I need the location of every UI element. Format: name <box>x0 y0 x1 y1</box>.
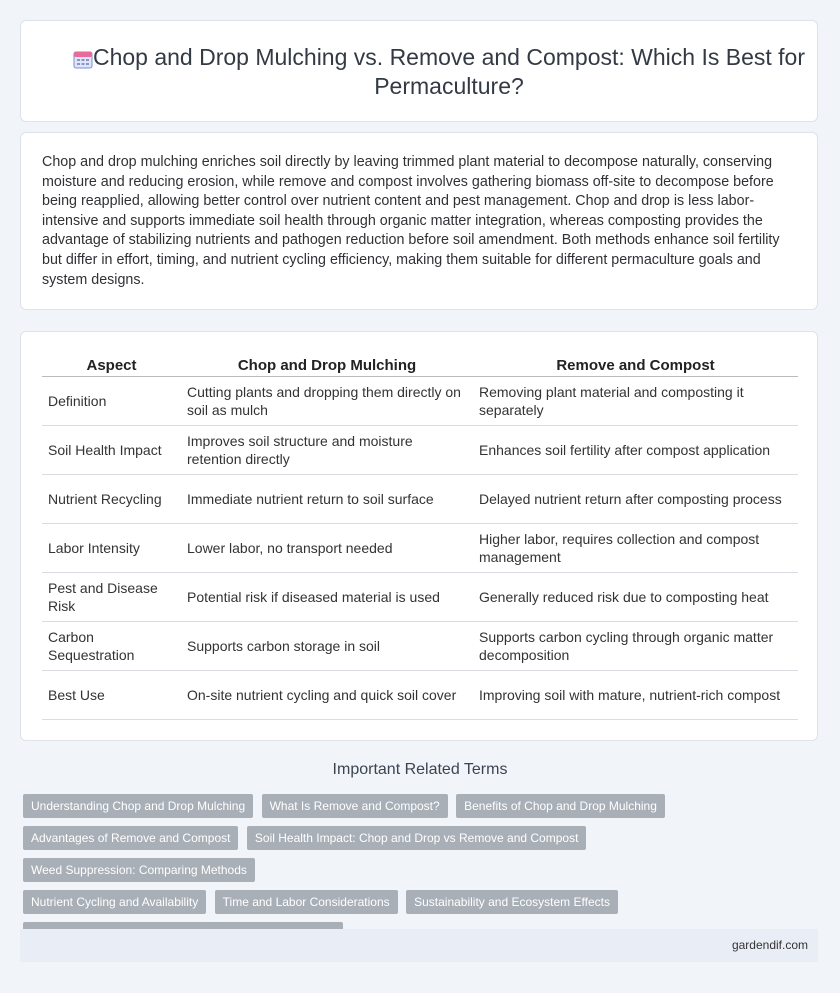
chop-and-drop-cell: On-site nutrient cycling and quick soil cover <box>181 671 473 720</box>
chop-and-drop-cell: Lower labor, no transport needed <box>181 524 473 573</box>
related-term-link[interactable]: Advantages of Remove and Compost <box>23 826 238 850</box>
remove-and-compost-cell: Delayed nutrient return after composting process <box>473 475 798 524</box>
related-terms-heading: Important Related Terms <box>332 761 508 778</box>
related-term-link[interactable]: Understanding Chop and Drop Mulching <box>23 794 253 818</box>
table-row <box>42 475 798 524</box>
table-row <box>42 622 798 671</box>
footer <box>20 929 818 962</box>
remove-and-compost-cell: Removing plant material and composting it separately <box>473 377 798 426</box>
related-term-link[interactable]: Sustainability and Ecosystem Effects <box>406 890 618 914</box>
related-term-link[interactable]: Benefits of Chop and Drop Mulching <box>456 794 665 818</box>
table-row <box>42 671 798 720</box>
remove-and-compost-cell: Supports carbon cycling through organic matter decomposition <box>473 622 798 671</box>
aspect-cell: Soil Health Impact <box>42 426 181 475</box>
remove-and-compost-cell: Generally reduced risk due to composting heat <box>473 573 798 622</box>
table-row <box>42 426 798 475</box>
header-card <box>20 20 818 122</box>
table-row <box>42 524 798 573</box>
remove-and-compost-cell: Improving soil with mature, nutrient-rich compost <box>473 671 798 720</box>
aspect-cell: Carbon Sequestration <box>42 622 181 671</box>
page-title: Chop and Drop Mulching vs. Remove and Compost: Which Is Best for Permaculture? <box>92 44 806 99</box>
chop-and-drop-cell: Supports carbon storage in soil <box>181 622 473 671</box>
table-header-row <box>42 350 798 377</box>
chop-and-drop-cell: Cutting plants and dropping them directly on soil as mulch <box>181 377 473 426</box>
remove-and-compost-cell: Enhances soil fertility after compost application <box>473 426 798 475</box>
comparison-table <box>42 350 798 720</box>
aspect-cell: Best Use <box>42 671 181 720</box>
table-row <box>42 573 798 622</box>
chop-and-drop-cell: Improves soil structure and moisture retention directly <box>181 426 473 475</box>
footer-site-link[interactable]: gardendif.com <box>731 938 808 952</box>
intro-text: Chop and drop mulching enriches soil directly by leaving trimmed plant material to decompose naturally, conserving moisture and reducing erosion, while remove and compost involves gathering biomass off-site to decompose before being reapplied, allowing better control over nutrient content and pest management. Chop and drop is less labor-intensive and supports immediate soil health through organic matter integration, whereas composting provides the advantage of stabilizing nutrients and pathogen reduction before soil amendment. Both methods enhance soil fertility but differ in effort, timing, and nutrient cycling efficiency, making them suitable for different permaculture goals and system designs. <box>42 154 780 288</box>
related-term-link[interactable]: Weed Suppression: Comparing Methods <box>23 858 255 882</box>
related-term-link[interactable]: What Is Remove and Compost? <box>262 794 448 818</box>
aspect-cell: Definition <box>42 377 181 426</box>
related-term-link[interactable]: Time and Labor Considerations <box>215 890 398 914</box>
chop-and-drop-cell: Potential risk if diseased material is used <box>181 573 473 622</box>
aspect-cell: Nutrient Recycling <box>42 475 181 524</box>
column-header-aspect: Aspect <box>42 350 181 377</box>
related-term-link[interactable]: Nutrient Cycling and Availability <box>23 890 206 914</box>
comparison-table-card <box>20 331 818 741</box>
aspect-cell: Labor Intensity <box>42 524 181 573</box>
aspect-cell: Pest and Disease Risk <box>42 573 181 622</box>
related-term-link[interactable]: Soil Health Impact: Chop and Drop vs Remove and Compost <box>247 826 587 850</box>
table-row <box>42 377 798 426</box>
remove-and-compost-cell: Higher labor, requires collection and compost management <box>473 524 798 573</box>
column-header-remove-and-compost: Remove and Compost <box>473 350 798 377</box>
column-header-chop-and-drop: Chop and Drop Mulching <box>181 350 473 377</box>
chop-and-drop-cell: Immediate nutrient return to soil surface <box>181 475 473 524</box>
intro-card <box>20 132 818 310</box>
